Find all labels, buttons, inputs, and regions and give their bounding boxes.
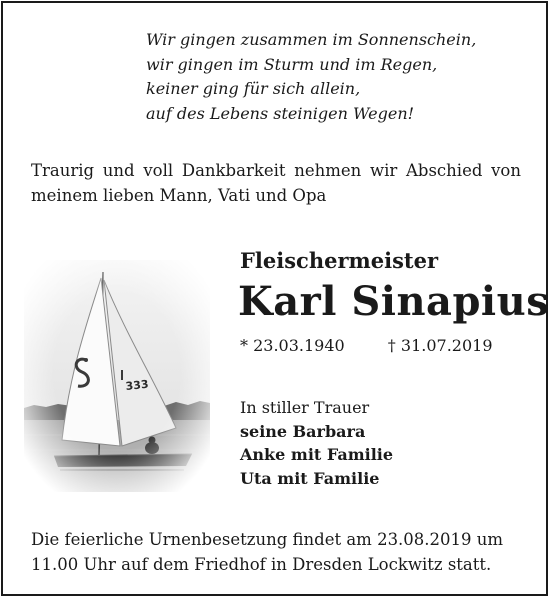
poem-line: keiner ging für sich allein, xyxy=(146,79,361,98)
mourner-name: Anke mit Familie xyxy=(240,445,394,464)
poem-line: auf des Lebens steinigen Wegen! xyxy=(146,103,415,123)
life-dates xyxy=(240,336,493,355)
deceased-name: Karl Sinapius xyxy=(238,278,550,325)
poem-line: wir gingen im Sturm und im Regen, xyxy=(146,54,438,74)
mourners xyxy=(240,396,393,490)
death-date: † 31.07.2019 xyxy=(387,336,493,355)
funeral-info: Die feierliche Urnenbesetzung findet am 23.08.2019 um 11.00 Uhr auf dem Friedhof in Dresden Lockwitz statt. xyxy=(31,530,504,574)
mourner-name: Uta mit Familie xyxy=(240,468,380,488)
poem xyxy=(146,28,476,126)
birth-date: * 23.03.1940 xyxy=(240,336,345,355)
poem-line: Wir gingen zusammen im Sonnenschein, xyxy=(146,30,477,49)
mourner-name: seine Barbara xyxy=(240,421,366,441)
profession: Fleischermeister xyxy=(240,248,439,273)
mourners-heading: In stiller Trauer xyxy=(240,398,370,417)
intro-text: Traurig und voll Dankbarkeit nehmen wir Abschied von meinem lieben Mann, Vati und Opa xyxy=(31,161,521,205)
sailboat-photo xyxy=(24,260,210,492)
